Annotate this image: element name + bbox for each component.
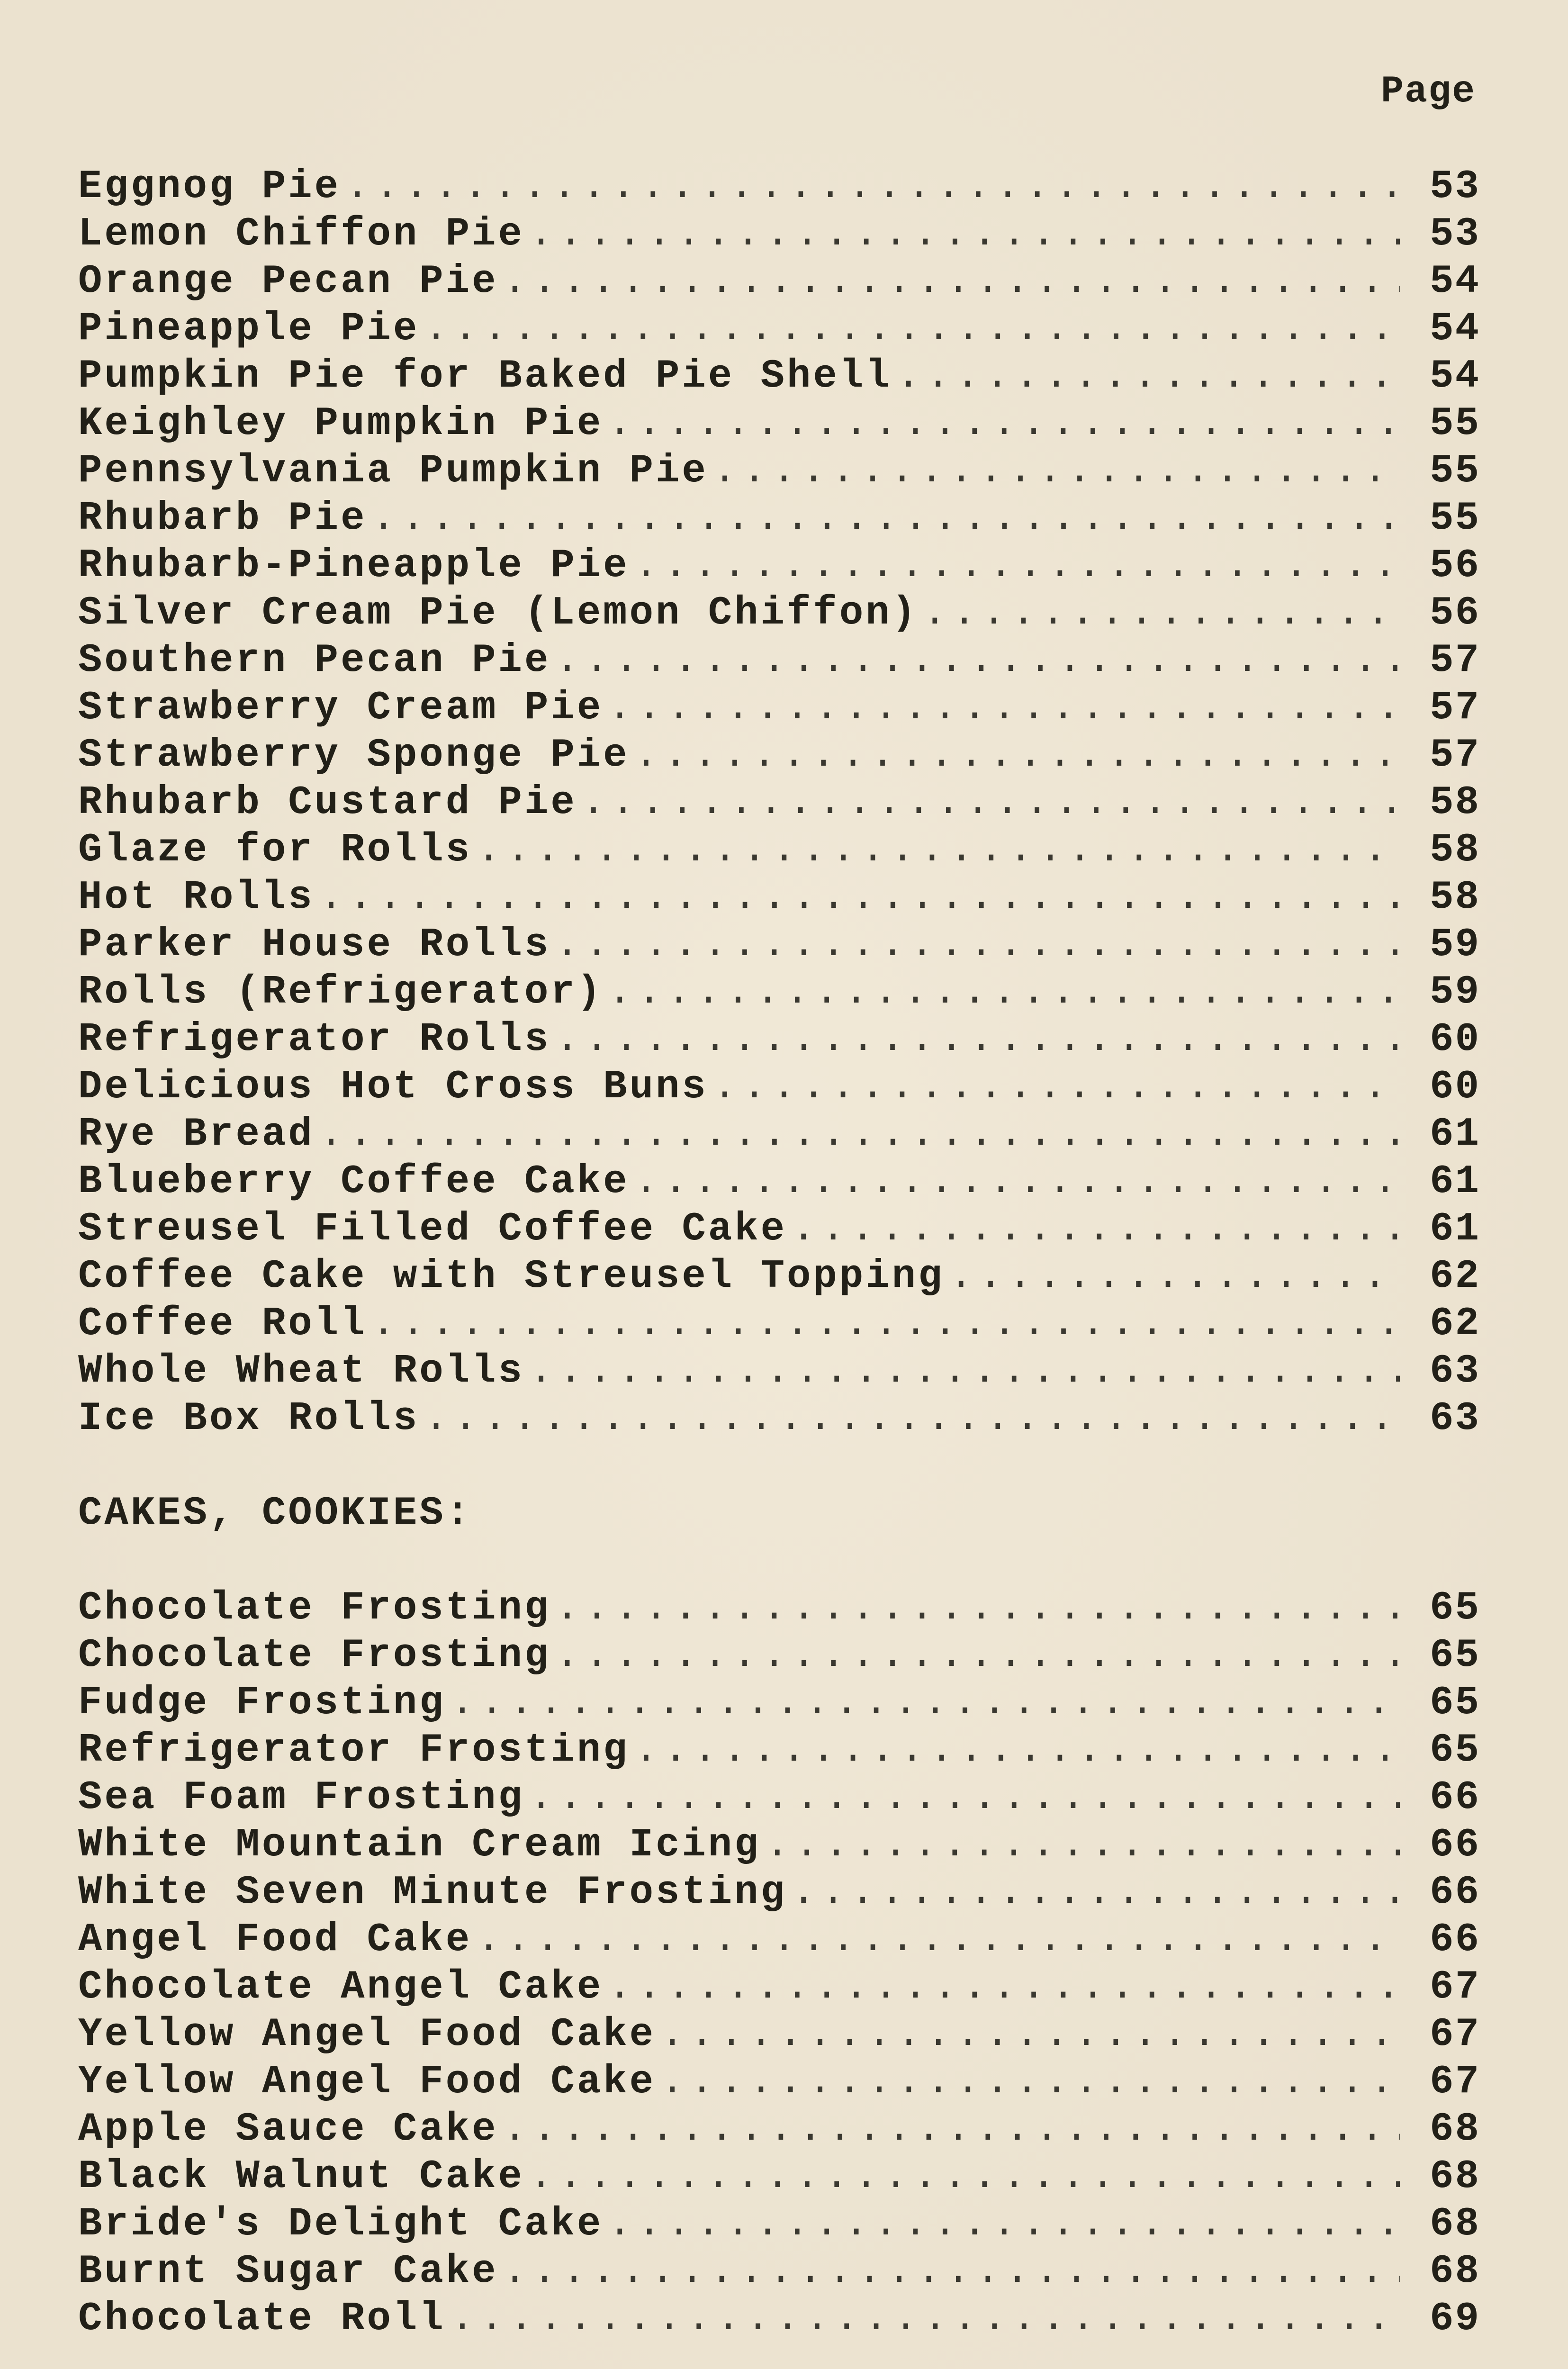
entry-title: Rye Bread: [78, 1112, 315, 1157]
entry-title: Black Walnut Cake: [78, 2154, 524, 2199]
entry-page: 67: [1430, 2060, 1480, 2105]
entry-title: Apple Sauce Cake: [78, 2107, 498, 2152]
dot-leader: [555, 637, 1400, 685]
dot-leader: [477, 827, 1400, 874]
entry-page: 53: [1430, 164, 1480, 209]
dot-leader: [503, 258, 1400, 306]
entry-title: Refrigerator Frosting: [78, 1728, 630, 1773]
toc-entry: [78, 1822, 1480, 1869]
entry-title: White Seven Minute Frosting: [78, 1870, 787, 1915]
toc-entry: [78, 1917, 1480, 1964]
toc-entry: [78, 1206, 1480, 1253]
toc-entry: [78, 874, 1480, 922]
entry-title: White Mountain Cream Icing: [78, 1823, 761, 1868]
entry-title: Keighley Pumpkin Pie: [78, 401, 604, 446]
dot-leader: [634, 1158, 1400, 1206]
entry-page: 61: [1430, 1112, 1480, 1157]
dot-leader: [529, 2153, 1400, 2201]
entry-page: 56: [1430, 543, 1480, 588]
entry-title: Orange Pecan Pie: [78, 259, 498, 304]
toc-entry: [78, 2153, 1480, 2201]
toc-entry: [78, 779, 1480, 827]
entry-page: 68: [1430, 2154, 1480, 2199]
entry-page: 68: [1430, 2107, 1480, 2152]
dot-leader: [634, 732, 1400, 779]
entry-page: 54: [1430, 307, 1480, 352]
dot-leader: [792, 1206, 1400, 1253]
dot-leader: [766, 1822, 1400, 1869]
entry-title: Strawberry Sponge Pie: [78, 733, 630, 778]
entry-title: Rhubarb-Pineapple Pie: [78, 543, 630, 588]
entry-page: 68: [1430, 2202, 1480, 2247]
entry-page: 59: [1430, 970, 1480, 1015]
entry-page: 65: [1430, 1728, 1480, 1773]
dot-leader: [555, 1585, 1400, 1632]
entry-page: 66: [1430, 1870, 1480, 1915]
dot-leader: [608, 685, 1400, 732]
dot-leader: [451, 1680, 1400, 1727]
entry-title: Ice Box Rolls: [78, 1396, 420, 1441]
dot-leader: [451, 2296, 1400, 2343]
dot-leader: [529, 211, 1400, 258]
dot-leader: [529, 1774, 1400, 1822]
toc-entry: [78, 448, 1480, 495]
toc-entry: [78, 1253, 1480, 1301]
dot-leader: [634, 543, 1400, 590]
dot-leader: [477, 1917, 1400, 1964]
dot-leader: [319, 874, 1400, 922]
entry-page: 66: [1430, 1917, 1480, 1962]
entry-page: 69: [1430, 2297, 1480, 2342]
toc-entry: [78, 1301, 1480, 1348]
toc-entry: [78, 543, 1480, 590]
entry-page: 65: [1430, 1586, 1480, 1631]
entry-page: 65: [1430, 1633, 1480, 1678]
entry-title: Pineapple Pie: [78, 307, 420, 352]
entry-title: Yellow Angel Food Cake: [78, 2012, 656, 2057]
entry-page: 60: [1430, 1065, 1480, 1110]
dot-leader: [713, 1064, 1400, 1111]
toc-entry: [78, 1964, 1480, 2011]
entry-page: 61: [1430, 1159, 1480, 1204]
dot-leader: [897, 353, 1400, 400]
dot-leader: [345, 163, 1400, 211]
toc-entry: [78, 1111, 1480, 1158]
entry-title: Silver Cream Pie (Lemon Chiffon): [78, 591, 919, 636]
entry-page: 59: [1430, 922, 1480, 967]
entry-title: Angel Food Cake: [78, 1917, 472, 1962]
entry-title: Rolls (Refrigerator): [78, 970, 604, 1015]
dot-leader: [372, 1301, 1400, 1348]
dot-leader: [503, 2106, 1400, 2153]
dot-leader: [608, 2201, 1400, 2248]
toc-entry: [78, 1348, 1480, 1395]
toc-entry: [78, 1632, 1480, 1680]
entry-title: Bride's Delight Cake: [78, 2202, 604, 2247]
entry-title: Hot Rolls: [78, 875, 315, 920]
dot-leader: [582, 779, 1400, 827]
toc-entry: [78, 1585, 1480, 1632]
entry-page: 67: [1430, 2012, 1480, 2057]
entry-page: 58: [1430, 828, 1480, 873]
entry-title: Blueberry Coffee Cake: [78, 1159, 630, 1204]
dot-leader: [319, 1111, 1400, 1158]
entry-page: 54: [1430, 259, 1480, 304]
dot-leader: [424, 1395, 1400, 1443]
dot-leader: [608, 969, 1400, 1016]
entry-title: Yellow Angel Food Cake: [78, 2060, 656, 2105]
entry-page: 55: [1430, 449, 1480, 494]
toc-entry: [78, 2106, 1480, 2153]
entry-page: 54: [1430, 354, 1480, 399]
entry-page: 60: [1430, 1017, 1480, 1062]
entry-title: Coffee Roll: [78, 1302, 367, 1347]
entry-page: 53: [1430, 212, 1480, 257]
toc-entry: [78, 1158, 1480, 1206]
dot-leader: [503, 2248, 1400, 2296]
dot-leader: [608, 400, 1400, 448]
dot-leader: [792, 1869, 1400, 1917]
toc-entry: [78, 400, 1480, 448]
toc-entry: [78, 2011, 1480, 2059]
toc-entry: [78, 163, 1480, 211]
entry-title: Strawberry Cream Pie: [78, 686, 604, 731]
toc-entry: [78, 1395, 1480, 1443]
toc-entry: [78, 2201, 1480, 2248]
toc-entry: [78, 306, 1480, 353]
toc-entry: [78, 732, 1480, 779]
toc-entry: [78, 1680, 1480, 1727]
entry-page: 66: [1430, 1823, 1480, 1868]
entry-title: Chocolate Roll: [78, 2297, 446, 2342]
dot-leader: [555, 1016, 1400, 1064]
entry-title: Coffee Cake with Streusel Topping: [78, 1254, 945, 1299]
toc-entry: [78, 1064, 1480, 1111]
entry-title: Chocolate Angel Cake: [78, 1965, 604, 2010]
dot-leader: [372, 495, 1400, 543]
entry-title: Whole Wheat Rolls: [78, 1349, 524, 1394]
entry-page: 58: [1430, 780, 1480, 825]
entry-title: Parker House Rolls: [78, 922, 551, 967]
entry-title: Sea Foam Frosting: [78, 1775, 524, 1820]
entry-title: Rhubarb Pie: [78, 496, 367, 541]
dot-leader: [555, 1632, 1400, 1680]
entry-title: Southern Pecan Pie: [78, 638, 551, 683]
toc-entry: [78, 590, 1480, 637]
entry-page: 57: [1430, 733, 1480, 778]
toc-entry: [78, 922, 1480, 969]
dot-leader: [660, 2059, 1400, 2106]
entry-page: 62: [1430, 1302, 1480, 1347]
toc-entry: [78, 211, 1480, 258]
toc-entry: [78, 1869, 1480, 1917]
entry-page: 55: [1430, 401, 1480, 446]
entry-title: Burnt Sugar Cake: [78, 2249, 498, 2294]
entry-title: Eggnog Pie: [78, 164, 341, 209]
entry-page: 63: [1430, 1396, 1480, 1441]
entry-title: Pennsylvania Pumpkin Pie: [78, 449, 708, 494]
entry-page: 56: [1430, 591, 1480, 636]
dot-leader: [923, 590, 1400, 637]
dot-leader: [529, 1348, 1400, 1395]
toc-entry: [78, 827, 1480, 874]
toc-entry: [78, 637, 1480, 685]
toc-entry: [78, 1016, 1480, 1064]
entry-page: 61: [1430, 1207, 1480, 1252]
entry-title: Streusel Filled Coffee Cake: [78, 1207, 787, 1252]
dot-leader: [949, 1253, 1400, 1301]
toc-entry: [78, 2059, 1480, 2106]
entry-title: Chocolate Frosting: [78, 1586, 551, 1631]
toc-entry: [78, 495, 1480, 543]
entry-page: 68: [1430, 2249, 1480, 2294]
entry-page: 67: [1430, 1965, 1480, 2010]
toc-entry: [78, 685, 1480, 732]
toc-entry: [78, 258, 1480, 306]
toc-entry: [78, 1774, 1480, 1822]
dot-leader: [713, 448, 1400, 495]
page-column-label: Page: [1380, 70, 1476, 113]
dot-leader: [660, 2011, 1400, 2059]
dot-leader: [608, 1964, 1400, 2011]
dot-leader: [424, 306, 1400, 353]
entry-title: Fudge Frosting: [78, 1681, 446, 1726]
entry-title: Rhubarb Custard Pie: [78, 780, 577, 825]
entry-title: Pumpkin Pie for Baked Pie Shell: [78, 354, 892, 399]
entry-title: Delicious Hot Cross Buns: [78, 1065, 708, 1110]
entry-page: 63: [1430, 1349, 1480, 1394]
entry-title: Glaze for Rolls: [78, 828, 472, 873]
entry-page: 57: [1430, 638, 1480, 683]
toc-entry: [78, 353, 1480, 400]
entry-title: Chocolate Frosting: [78, 1633, 551, 1678]
entry-page: 58: [1430, 875, 1480, 920]
entry-page: 62: [1430, 1254, 1480, 1299]
dot-leader: [555, 922, 1400, 969]
section-heading-cakes-cookies: CAKES, COOKIES:: [78, 1491, 472, 1536]
toc-entry: [78, 1727, 1480, 1774]
toc-entry: [78, 2296, 1480, 2343]
entry-title: Lemon Chiffon Pie: [78, 212, 524, 257]
toc-entry: [78, 2248, 1480, 2296]
dot-leader: [634, 1727, 1400, 1774]
entry-page: 57: [1430, 686, 1480, 731]
entry-page: 66: [1430, 1775, 1480, 1820]
entry-page: 65: [1430, 1681, 1480, 1726]
entry-title: Refrigerator Rolls: [78, 1017, 551, 1062]
toc-entry: [78, 969, 1480, 1016]
entry-page: 55: [1430, 496, 1480, 541]
